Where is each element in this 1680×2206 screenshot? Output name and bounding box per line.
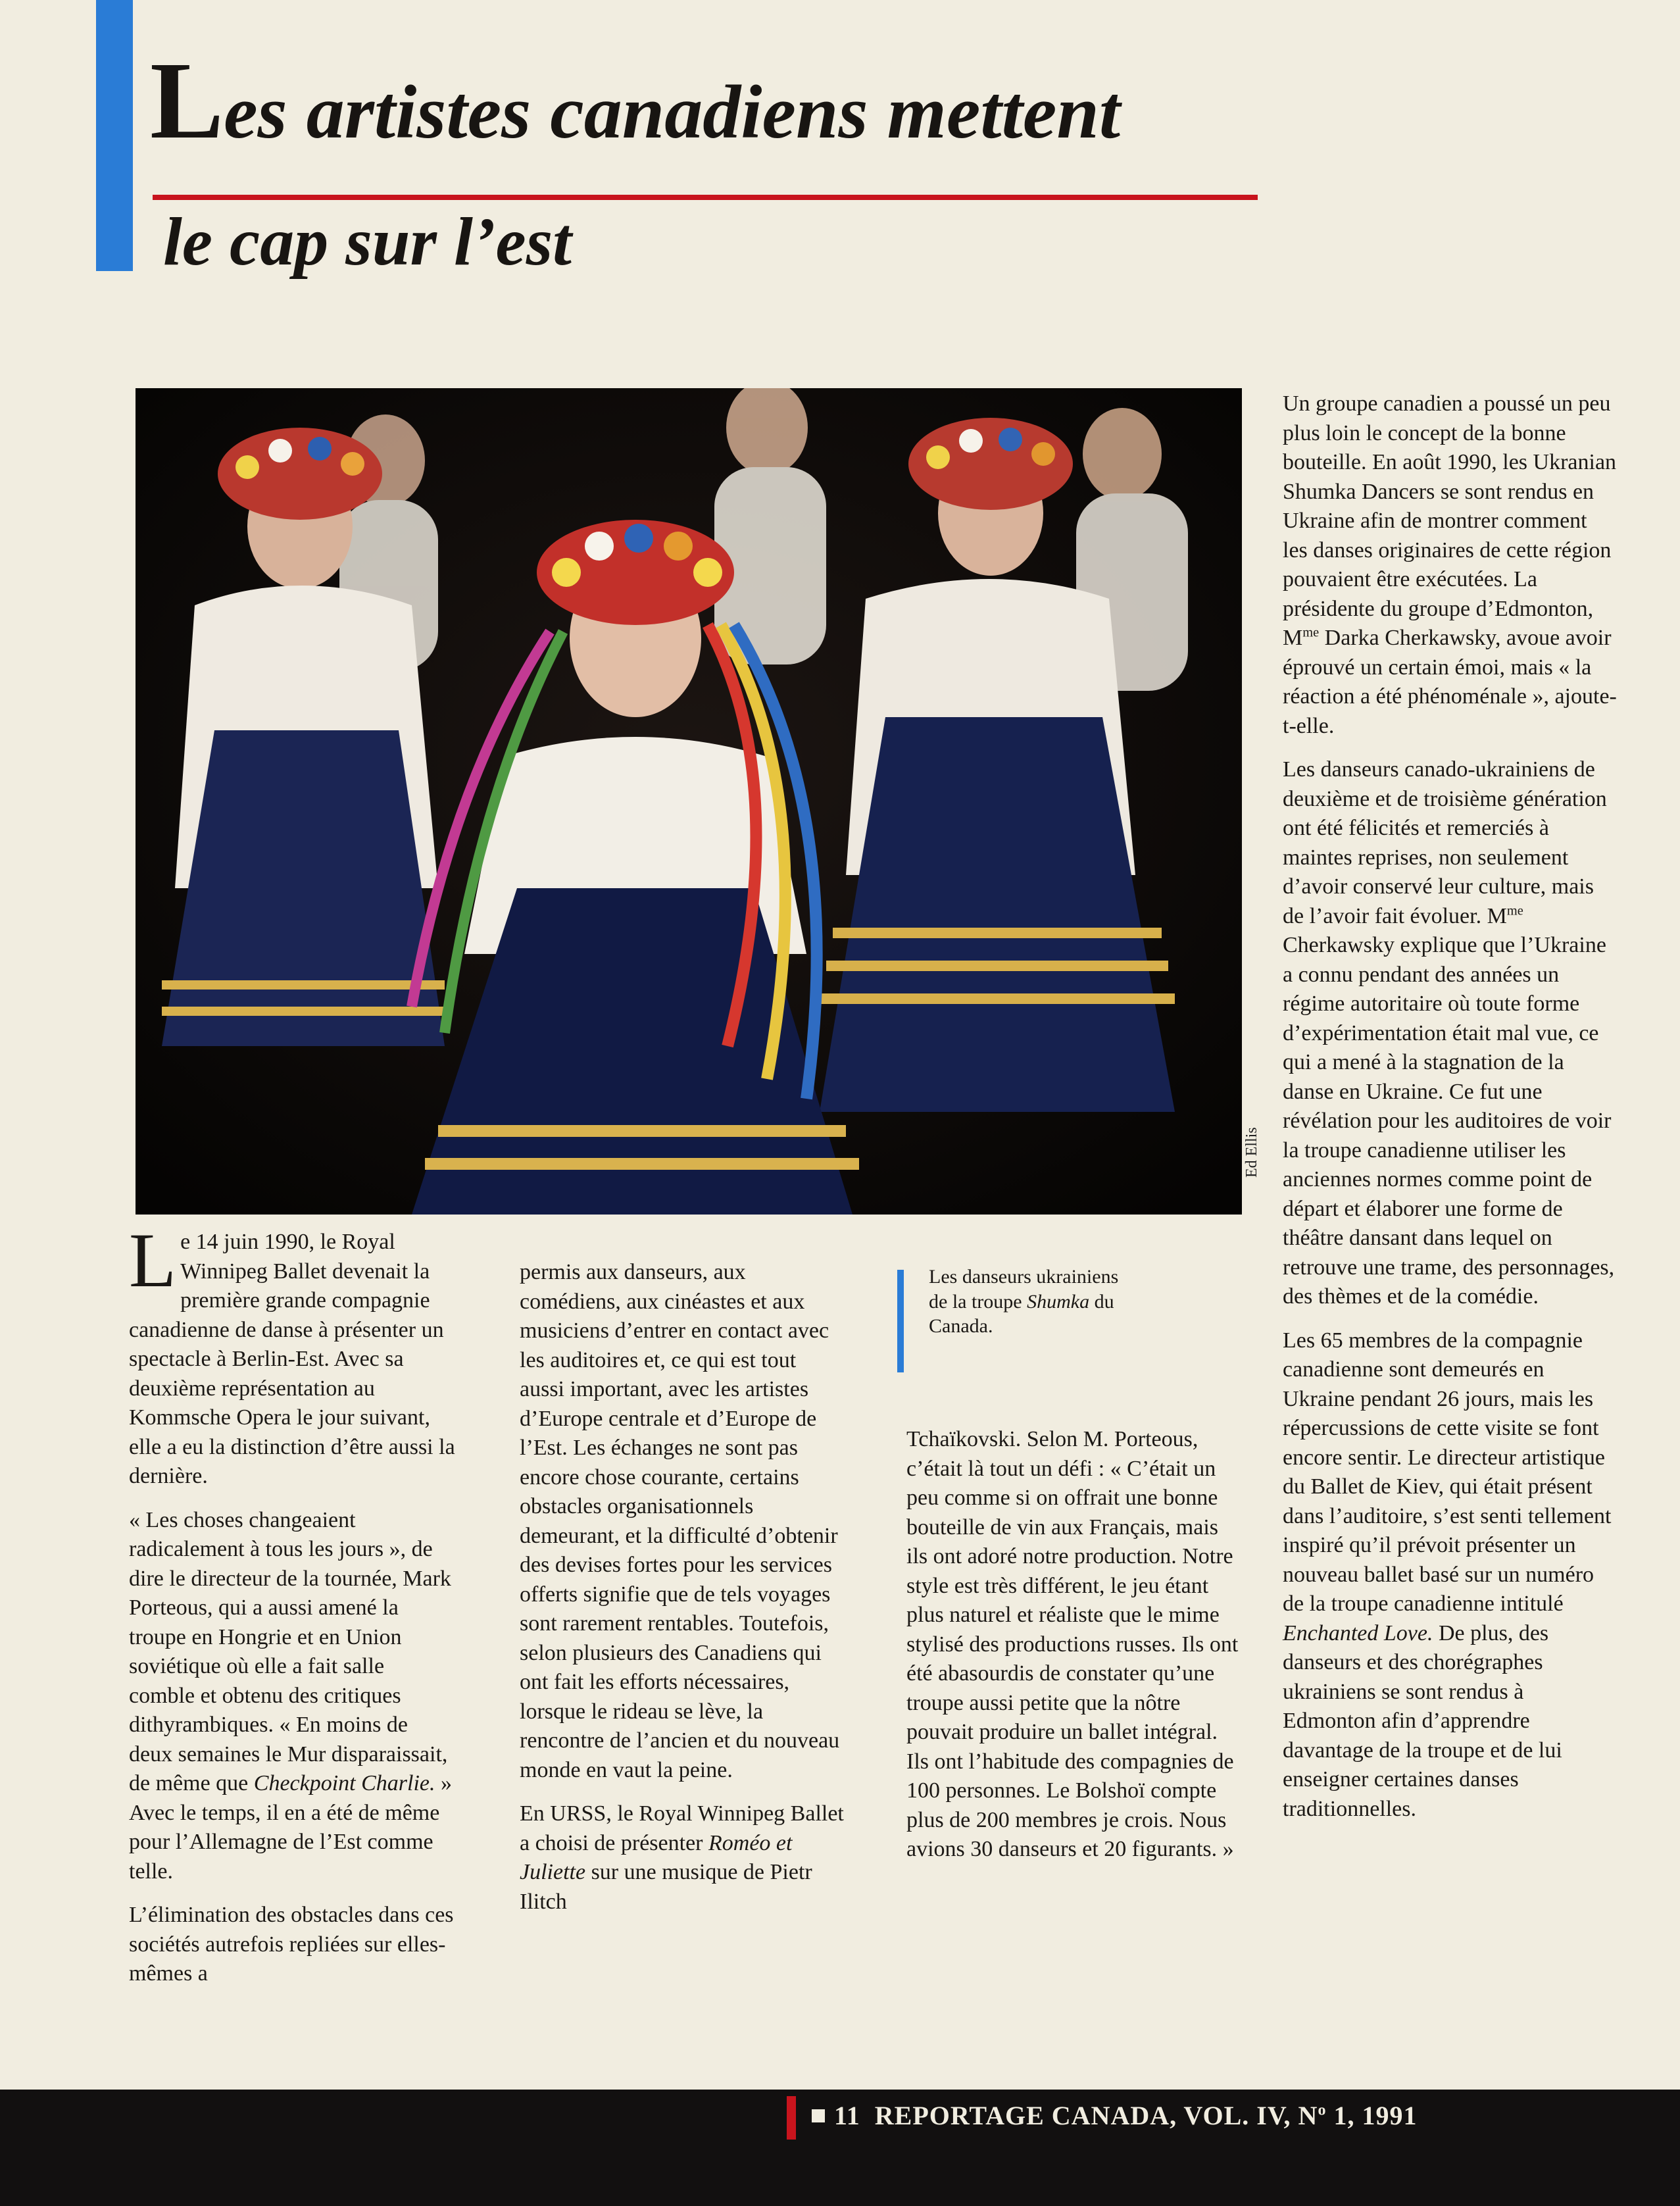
article-column-3 [906,1425,1242,1879]
footer-square-icon [812,2109,825,2122]
col4-p2-a: Les danseurs canado-ukrainiens de deuxième et de troisième génération ont été félicités et remerciés à maintes reprises, non seulement d’avoir conservé leur culture, mais de l’avoir fait évoluer. M [1283,757,1607,928]
headline-line-1 [150,39,1268,162]
col4-p2-b: Cherkawsky explique que l’Ukraine a connu pendant des années un régime autoritaire où toute forme d’expérimentation était mal vue, ce qui a mené à la stagnation de la danse en Ukraine. Ce fut une révélation pour les auditoires de voir la troupe canadienne utiliser les anciennes normes comme point de départ et élaborer une forme de théâtre dansant dans lequel on retrouve une trame, des personnages, des thèmes et de la comédie. [1283,933,1615,1309]
headline-line-2: le cap sur l’est [163,204,572,280]
page-number: 11 [834,2101,860,2130]
caption-blue-bar [897,1270,904,1372]
col1-p2-end: » Avec le temps, il en a été de même pour l’Allemagne de l’Est comme telle. [129,1771,453,1884]
col1-p2-text: « Les choses changeaient radicalement à tous les jours », de dire le directeur de la tournée, Mark Porteous, qui a aussi amené la troupe en Hongrie et en Union soviétique où elle a fait salle comble et obtenu des critiques dithyrambiques. « En moins de deux semaines le Mur disparaissait, de même que [129,1507,451,1795]
footer-red-marker [787,2096,796,2140]
col4-p3-b: De plus, des danseurs et des chorégraphes ukrainiens se sont rendus à Edmonton afin d’apprendre davantage de la troupe et de lui enseigner certaines danses traditionnelles. [1283,1620,1562,1821]
caption-text: Les danseurs ukrainiens de la troupe [929,1266,1119,1313]
article-column-2 [520,1258,846,1931]
photo-credit: Ed Ellis [1243,1127,1260,1178]
col4-p1-sup: me [1302,625,1320,640]
article-column-4 [1283,389,1617,1838]
caption-italic: Shumka [1027,1290,1090,1313]
article-column-1 [129,1217,455,2003]
col1-paragraph-2 [129,1506,455,1887]
headline-red-rule [153,195,1258,200]
col4-p3-italic: Enchanted Love. [1283,1620,1433,1645]
caption-end: du Canada. [929,1290,1114,1337]
col2-p2-text: En URSS, le Royal Winnipeg Ballet a choisi de présenter [520,1801,844,1855]
col1-paragraph-1 [129,1217,455,1492]
col2-p2-italic: Roméo et Juliette [520,1830,793,1884]
col2-p2-end: sur une musique de Pietr Ilitch [520,1860,812,1914]
dancers-photo [136,388,1242,1215]
col1-p1-text: e 14 juin 1990, le Royal Winnipeg Ballet devenait la première grande compagnie canadienne de danse à présenter un spectacle à Berlin-Est. Avec sa deuxième représentation au Kommsche Opera le jour suivant, elle a eu la distinction d’être aussi la dernière. [129,1230,455,1488]
col4-p1-b: Darka Cherkawsky, avoue avoir éprouvé un certain émoi, mais « la réaction a été phénoménale », ajoute-t-elle. [1283,626,1617,738]
headline-dropcap: L [150,39,224,162]
photo-caption [929,1265,1120,1339]
col2-paragraph-1: permis aux danseurs, aux comédiens, aux cinéastes et aux musiciens d’entrer en contact avec les auditoires et, ce qui est tout aussi important, avec les artistes d’Europe centrale et d’Europe de l’Est. Les échanges ne sont pas encore chose courante, certains obstacles organisationnels demeurant, et la difficulté d’obtenir des devises fortes pour les services offerts signifie que de tels voyages sont rarement rentables. Toutefois, selon plusieurs des Canadiens qui ont fait les efforts nécessaires, lorsque le rideau se lève, la rencontre de l’ancien et du nouveau monde en vaut la peine. [520,1260,840,1782]
footer-issue: 1, 1991 [1326,2101,1418,2130]
col4-paragraph-3 [1283,1326,1617,1824]
col4-p2-sup: me [1506,903,1523,918]
footer-publication: REPORTAGE CANADA, VOL. IV, N [874,2101,1318,2130]
col4-paragraph-1 [1283,389,1617,741]
article-dropcap: L [129,1217,177,1303]
blue-tab-accent [96,0,133,271]
col3-paragraph-1: Tchaïkovski. Selon M. Porteous, c’était là tout un défi : « C’était un peu comme si on offrait une bonne bouteille de vin aux Français, mais ils ont adoré notre production. Notre style est très différent, le jeu étant plus naturel et réaliste que le mime stylisé des productions russes. Ils ont été abasourdis de constater qu’une troupe aussi petite que la nôtre pouvait produire un ballet intégral. Ils ont l’habitude des compagnies de 100 personnes. Le Bolshoï compte plus de 200 membres je crois. Nous avions 30 danseurs et 20 figurants. » [906,1427,1239,1861]
col4-p1-a: Un groupe canadien a poussé un peu plus loin le concept de la bonne bouteille. En août 1990, les Ukranian Shumka Dancers se sont rendus en Ukraine afin de montrer comment les danses originaires de cette région pouvaient être exécutées. La présidente du groupe d’Edmonton, M [1283,391,1617,650]
col1-p2-italic: Checkpoint Charlie. [253,1771,435,1795]
footer-folio [834,2100,1417,2131]
col2-paragraph-2 [520,1799,846,1917]
col4-p3-a: Les 65 membres de la compagnie canadienne sont demeurés en Ukraine pendant 26 jours, mais les répercussions de cette visite se font encore sentir. Le directeur artistique du Ballet de Kiev, qui était présent dans l’auditoire, s’est senti tellement inspiré qu’il prévoit présenter un nouveau ballet basé sur un numéro de la troupe canadienne intitulé [1283,1328,1612,1616]
col4-paragraph-2 [1283,755,1617,1312]
headline-line-1-text: es artistes canadiens mettent [224,70,1121,155]
footer-sup: o [1318,2101,1327,2119]
col1-paragraph-3: L’élimination des obstacles dans ces sociétés autrefois repliées sur elles-mêmes a [129,1903,454,1986]
dancers-photo-illustration [136,388,1242,1215]
